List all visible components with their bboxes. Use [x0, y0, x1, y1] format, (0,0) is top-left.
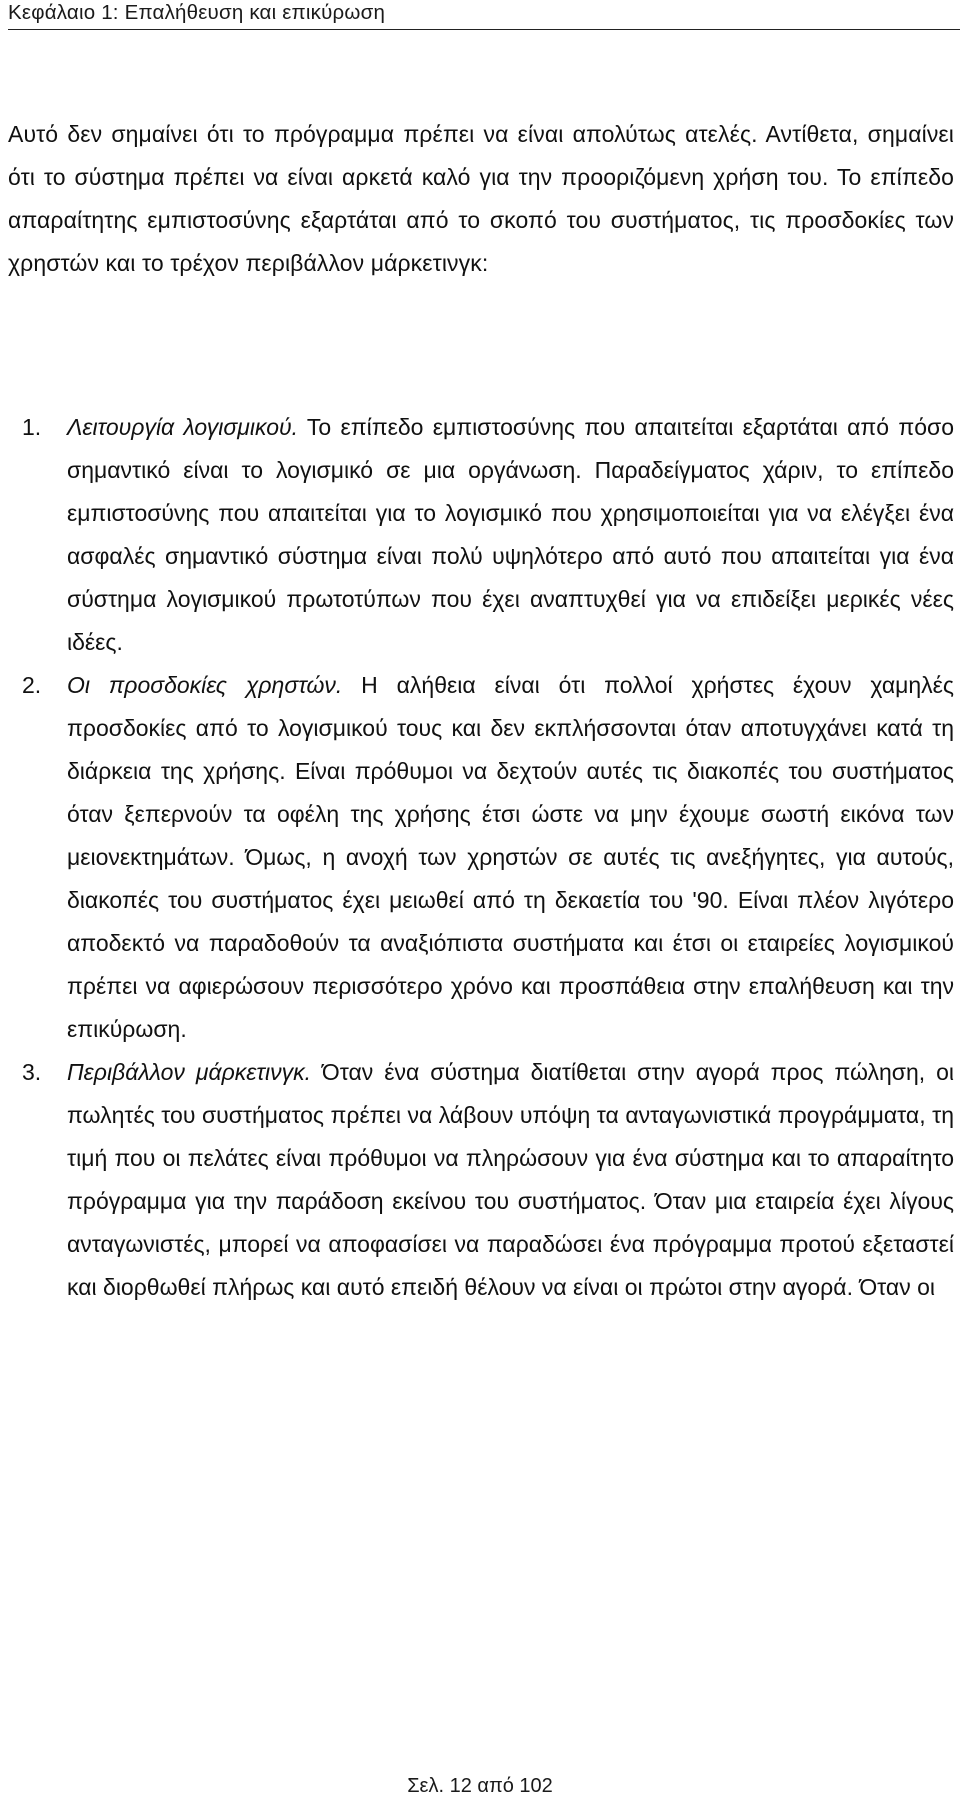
list-item-number: 1. [22, 414, 42, 440]
numbered-list [22, 406, 954, 1309]
page-number: Σελ. 12 από 102 [407, 1775, 553, 1797]
list-item-number: 3. [22, 1059, 42, 1085]
list-item-term: Περιβάλλον μάρκετινγκ. [67, 1059, 311, 1085]
list-item [22, 664, 954, 1051]
page-header [8, 0, 960, 30]
intro-paragraph: Αυτό δεν σημαίνει ότι το πρόγραμμα πρέπει να είναι απολύτως ατελές. Αντίθετα, σημαίνει ότι το σύστημα πρέπει να είναι αρκετά καλό για την προοριζόμενη χρήση του. Το επίπεδο απαραίτητης εμπιστοσύνης εξαρτάται από το σκοπό του συστήματος, τις προσδοκίες των χρηστών και το τρέχον περιβάλλον μάρκετινγκ: [8, 121, 954, 276]
list-item-term: Οι προσδοκίες χρηστών. [67, 672, 343, 698]
list-item-text: Η αλήθεια είναι ότι πολλοί χρήστες έχουν χαμηλές προσδοκίες από το λογισμικού τους και δεν εκπλήσσονται όταν αποτυγχάνει κατά τη διάρκεια της χρήσης. Είναι πρόθυμοι να δεχτούν αυτές τις διακοπές του συστήματος όταν ξεπερνούν τα οφέλη της χρήσης έτσι ώστε να μην έχουμε σωστή εικόνα των μειονεκτημάτων. Όμως, η ανοχή των χρηστών σε αυτές τις ανεξήγητες, για αυτούς, διακοπές του συστήματος έχει μειωθεί από τη δεκαετία του '90. Είναι πλέον λιγότερο αποδεκτό να παραδοθούν τα αναξιόπιστα συστήματα και έτσι οι εταιρείες λογισμικού πρέπει να αφιερώσουν περισσότερο χρόνο και προσπάθεια στην επαλήθευση και την επικύρωση. [67, 672, 954, 1042]
chapter-title: Κεφάλαιο 1: Επαλήθευση και επικύρωση [8, 1, 386, 24]
list-item [22, 1051, 954, 1309]
list-item-text: Το επίπεδο εμπιστοσύνης που απαιτείται εξαρτάται από πόσο σημαντικό είναι το λογισμικό σε μια οργάνωση. Παραδείγματος χάριν, το επίπεδο εμπιστοσύνης που απαιτείται για το λογισμικό που χρησιμοποιείται για να ελέγξει ένα ασφαλές σημαντικό σύστημα είναι πολύ υψηλότερο από αυτό που απαιτείται για ένα σύστημα λογισμικού πρωτοτύπων που έχει αναπτυχθεί για να επιδείξει μερικές νέες ιδέες. [67, 414, 954, 655]
list-item-term: Λειτουργία λογισμικού. [67, 414, 299, 440]
list-item [22, 406, 954, 664]
list-item-number: 2. [22, 672, 42, 698]
list-item-text: Όταν ένα σύστημα διατίθεται στην αγορά προς πώληση, οι πωλητές του συστήματος πρέπει να λάβουν υπόψη τα ανταγωνιστικά προγράμματα, τη τιμή που οι πελάτες είναι πρόθυμοι να πληρώσουν για ένα σύστημα και το απαραίτητο πρόγραμμα για την παράδοση εκείνου του συστήματος. Όταν μια εταιρεία έχει λίγους ανταγωνιστές, μπορεί να αποφασίσει να παραδώσει ένα πρόγραμμα προτού εξεταστεί και διορθωθεί πλήρως και αυτό επειδή θέλουν να είναι οι πρώτοι στην αγορά. Όταν οι [67, 1059, 954, 1300]
